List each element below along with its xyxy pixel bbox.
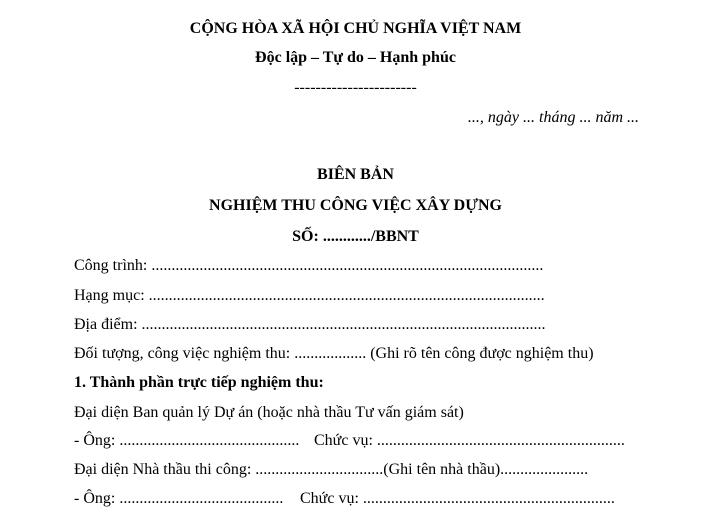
ong-field-1: - Ông: ............................................. [74, 432, 300, 449]
rep-ban-qlda: Đại diện Ban quản lý Dự án (hoặc nhà thầu Tư vấn giám sát) [74, 404, 464, 421]
field-dia-diem: Địa điểm: ..................................................................................................... [74, 316, 546, 333]
nation-header: CỘNG HÒA XÃ HỘI CHỦ NGHĨA VIỆT NAM [189, 20, 522, 37]
chuc-vu-field-2: Chức vụ: ............................................................... [300, 490, 615, 507]
document-subtitle: NGHIỆM THU CÔNG VIỆC XÂY DỰNG [209, 197, 502, 214]
ong-field-2: - Ông: ......................................... [74, 490, 284, 507]
chuc-vu-field-1: Chức vụ: .............................................................. [314, 432, 625, 449]
document-title: BIÊN BẢN [317, 166, 394, 183]
field-doi-tuong: Đối tượng, công việc nghiệm thu: .................. (Ghi rõ tên công được nghiệm thu) [74, 345, 594, 362]
document-number: SỐ: ............/BBNT [292, 228, 419, 245]
rep-nha-thau: Đại diện Nhà thầu thi công: ................................(Ghi tên nhà thầu)...................... [74, 461, 589, 478]
date-line: ..., ngày ... tháng ... năm ... [467, 109, 639, 126]
header-divider: ----------------------- [294, 79, 417, 96]
field-cong-trinh: Công trình: .................................................................................................. [74, 257, 544, 274]
section-heading: 1. Thành phần trực tiếp nghiệm thu: [74, 374, 324, 391]
motto: Độc lập – Tự do – Hạnh phúc [255, 49, 456, 66]
field-hang-muc: Hạng mục: ................................................................................................... [74, 287, 545, 304]
